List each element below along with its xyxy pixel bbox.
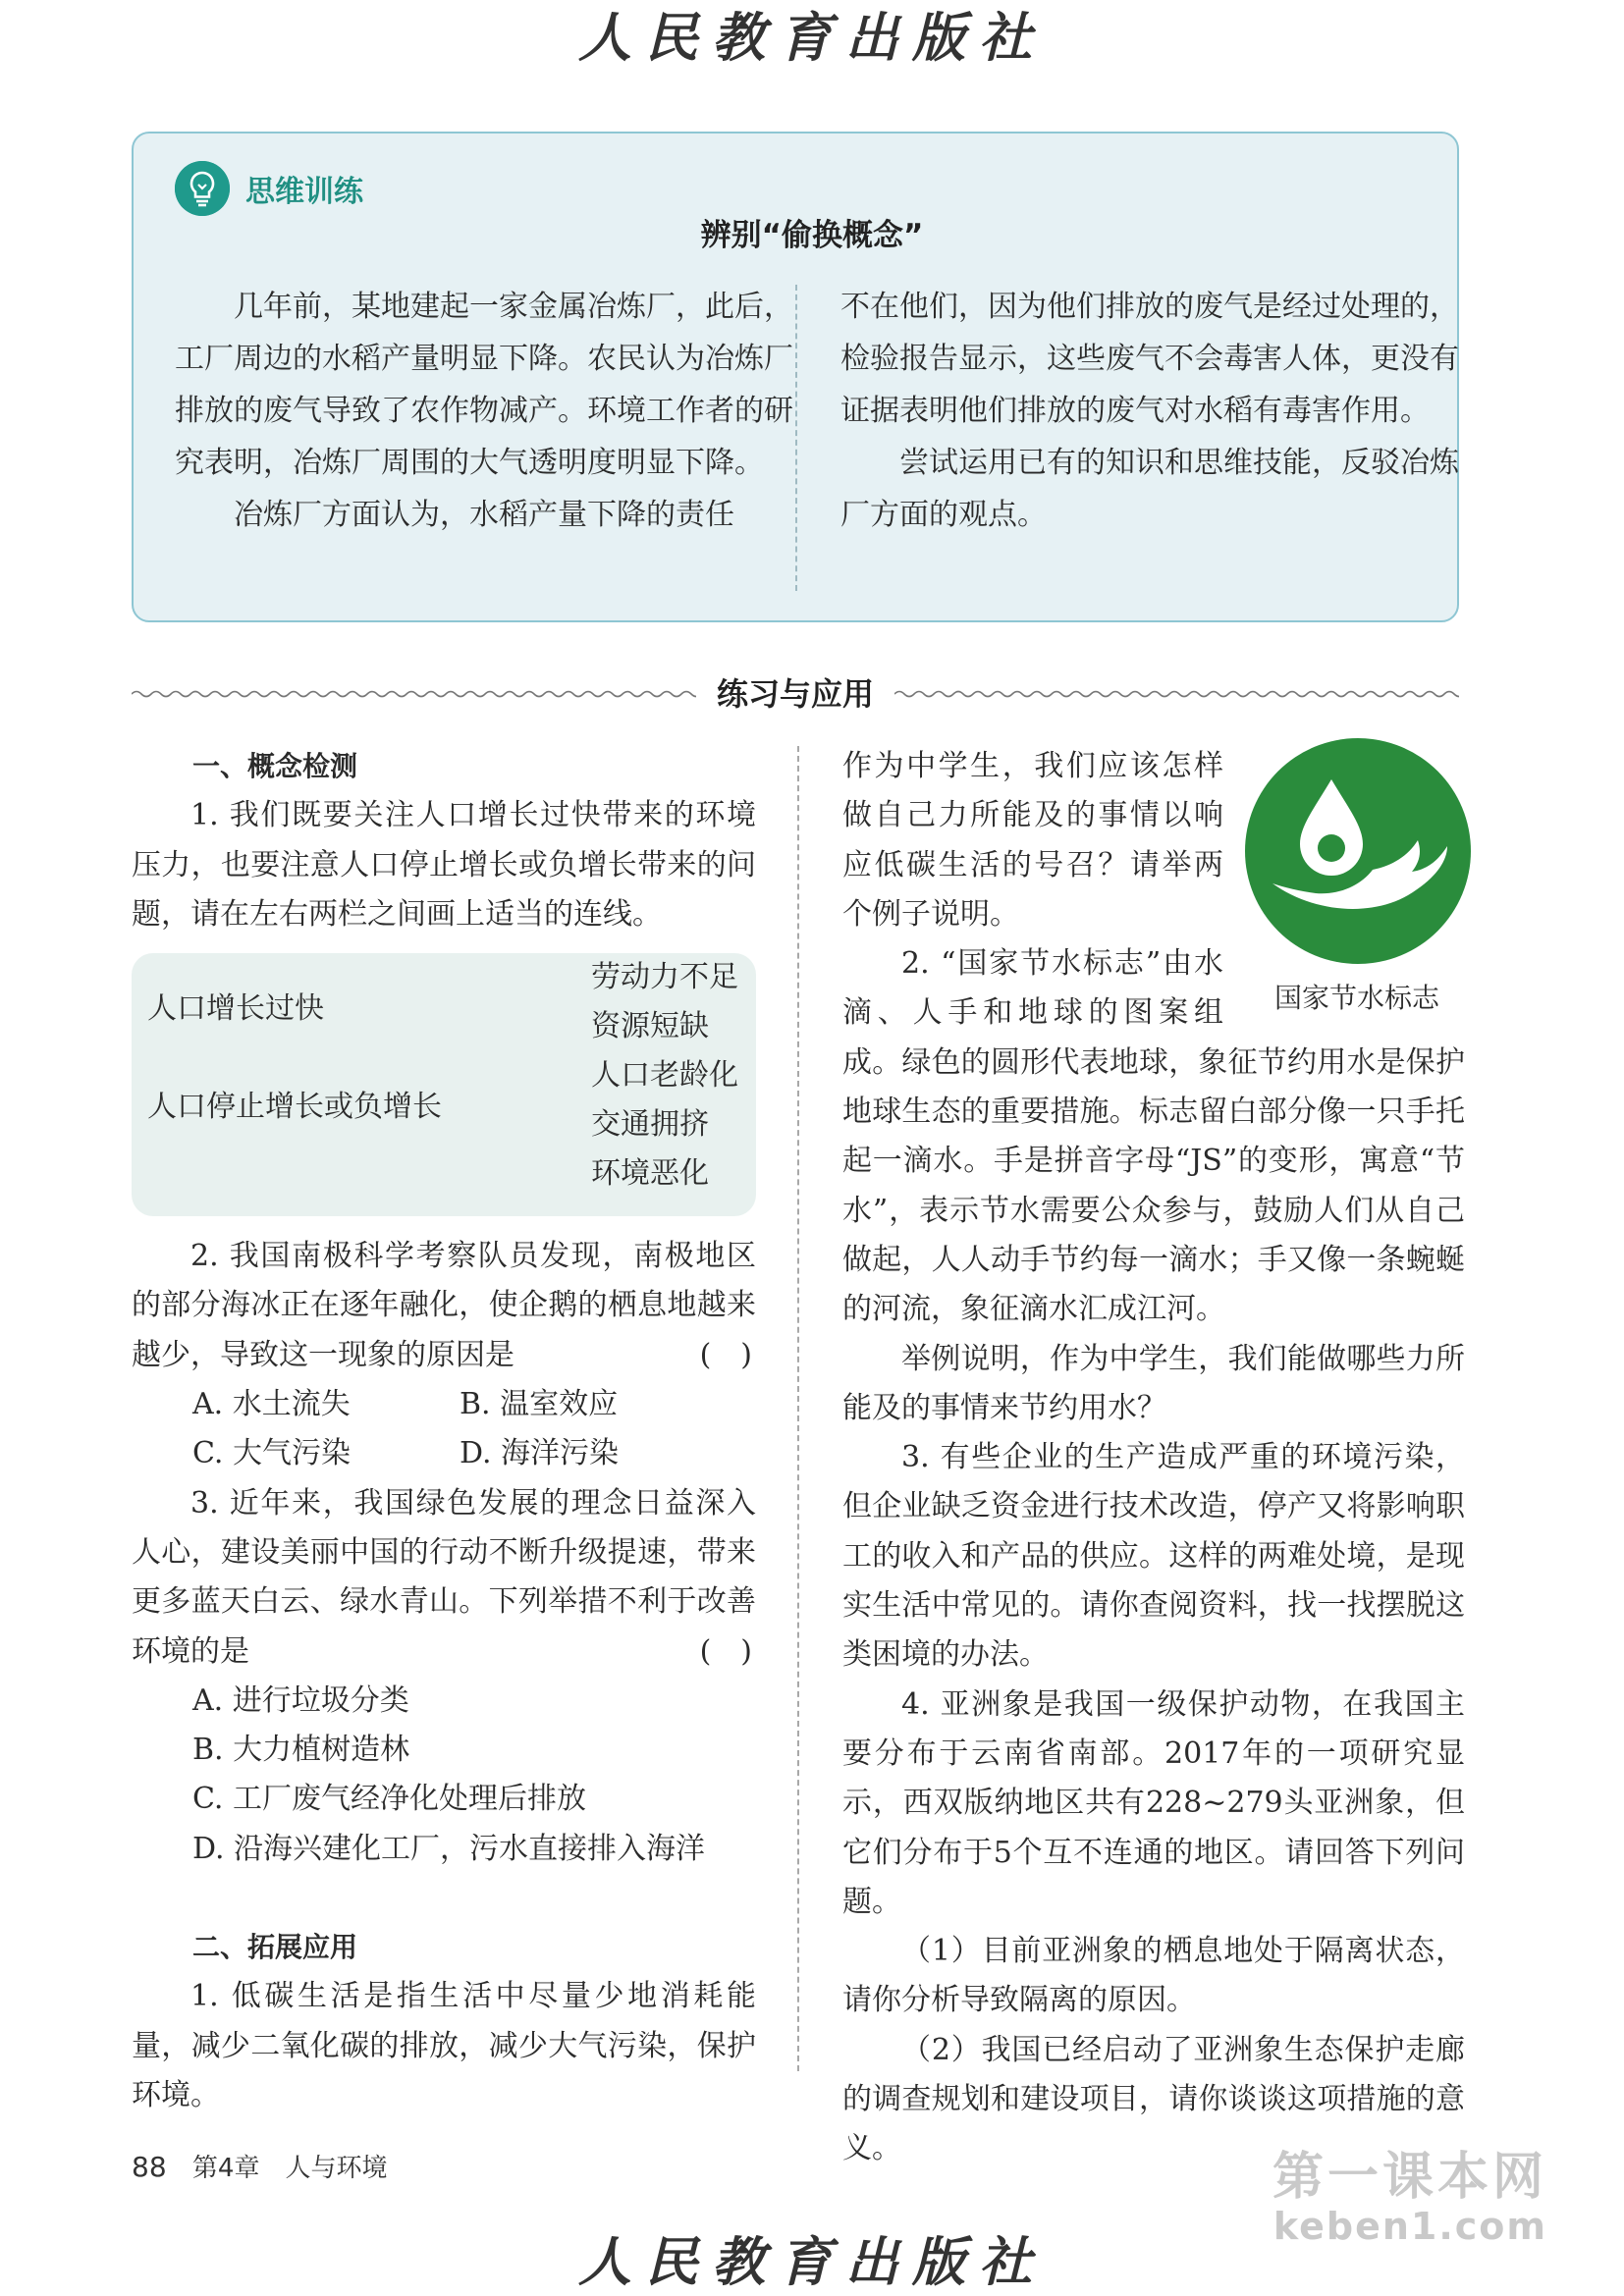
option[interactable]: D. 海洋污染 bbox=[460, 1436, 620, 1471]
match-right-item[interactable]: 环境恶化 bbox=[591, 1156, 709, 1192]
question-1: 1. 我们既要关注人口增长过快带来的环境压力，也要注意人口停止增长或负增长带来的问题，请在左右两栏之间画上适当的连线。 bbox=[132, 798, 756, 932]
thinking-right-column bbox=[840, 281, 1459, 541]
watermark-name: 第一课本网 bbox=[1272, 2148, 1548, 2207]
chapter-title: 第4章 人与环境 bbox=[191, 2154, 388, 2183]
option[interactable]: B. 温室效应 bbox=[460, 1387, 619, 1422]
exercise-1-continued: 作为中学生，我们应该怎样做自己力所能及的事情以响应低碳生活的号召？请举两个例子说明。 bbox=[842, 749, 1223, 932]
match-right-item[interactable]: 劳动力不足 bbox=[591, 960, 738, 995]
answer-paren[interactable]: ( ) bbox=[699, 1337, 752, 1372]
thinking-title: 辨别“偷换概念” bbox=[700, 218, 924, 253]
section-title: 练习与应用 bbox=[716, 675, 874, 713]
thinking-paragraph: 不在他们，因为他们排放的废气是经过处理的，检验报告显示，这些废气不会毒害人体，更没有证据表明他们排放的废气对水稻有毒害作用。 bbox=[840, 290, 1459, 428]
thinking-paragraph: 几年前，某地建起一家金属冶炼厂，此后，工厂周边的水稻产量明显下降。农民认为冶炼厂排放的废气导致了农作物减产。环境工作者的研究表明，冶炼厂周围的大气透明度明显下降。 bbox=[175, 290, 793, 480]
publisher-footer: 人民教育出版社 bbox=[578, 2230, 1046, 2293]
column-divider bbox=[797, 746, 799, 2071]
matching-box bbox=[132, 953, 756, 1216]
left-column bbox=[132, 742, 756, 2120]
exercise-3: 3. 有些企业的生产造成严重的环境污染，但企业缺乏资金进行技术改造，停产又将影响职工的收入和产品的供应。这样的两难处境，是现实生活中常见的。请你查阅资料，找一找摆脱这类困境的办法。 bbox=[842, 1440, 1465, 1673]
question-3 bbox=[132, 1479, 756, 1677]
option[interactable]: A. 进行垃圾分类 bbox=[192, 1682, 409, 1718]
water-saving-logo-icon bbox=[1245, 738, 1471, 964]
thinking-paragraph: 尝试运用已有的知识和思维技能，反驳冶炼厂方面的观点。 bbox=[840, 446, 1459, 532]
question-2-options-row bbox=[132, 1380, 756, 1429]
match-left-item[interactable]: 人口增长过快 bbox=[147, 991, 324, 1027]
right-column bbox=[842, 742, 1465, 2174]
exercise-4: 4. 亚洲象是我国一级保护动物，在我国主要分布于云南省南部。2017年的一项研究显示，西双版纳地区共有228~279头亚洲象，但它们分布于5个互不连通的地区。请回答下列问题。 bbox=[842, 1686, 1465, 1919]
thinking-paragraph: 冶炼厂方面认为，水稻产量下降的责任 bbox=[234, 498, 734, 532]
option[interactable]: C. 工厂废气经净化处理后排放 bbox=[192, 1782, 586, 1817]
page-footer bbox=[132, 2148, 387, 2184]
answer-paren[interactable]: ( ) bbox=[699, 1633, 752, 1669]
exercise-2: 2. “国家节水标志”由水滴、人手和地球的图案组成。绿色的圆形代表地球，象征节约用水是保护地球生态的重要措施。标志留白部分像一只手托起一滴水。手是拼音字母“JS”的变形，寓意“节水”，表示节水需要公众参与，鼓励人们从自己做起，人人动手节约每一滴水；手又像一条蜿蜒的河流，象征滴水汇成江河。 bbox=[842, 946, 1465, 1327]
question-2 bbox=[132, 1232, 756, 1380]
heading-extended-application: 二、拓展应用 bbox=[192, 1931, 358, 1964]
exercise-2-question: 举例说明，作为中学生，我们能做哪些力所能及的事情来节约用水？ bbox=[842, 1341, 1465, 1425]
lightbulb-icon bbox=[175, 161, 230, 216]
option[interactable]: D. 沿海兴建化工厂，污水直接排入海洋 bbox=[192, 1831, 706, 1866]
watermark-url: keben1.com bbox=[1272, 2205, 1548, 2248]
match-right-item[interactable]: 资源短缺 bbox=[591, 1009, 709, 1044]
heading-concept-check: 一、概念检测 bbox=[192, 750, 358, 782]
thinking-divider bbox=[795, 285, 797, 591]
page-number: 88 bbox=[132, 2151, 167, 2183]
thinking-left-column bbox=[175, 281, 793, 541]
exercise-1: 1. 低碳生活是指生活中尽量少地消耗能量，减少二氧化碳的排放，减少大气污染，保护环境。 bbox=[132, 1979, 756, 2112]
option[interactable]: A. 水土流失 bbox=[192, 1387, 351, 1422]
match-left-item[interactable]: 人口停止增长或负增长 bbox=[147, 1090, 442, 1125]
exercise-4-part-1: （1）目前亚洲象的栖息地处于隔离状态，请你分析导致隔离的原因。 bbox=[842, 1934, 1465, 2018]
option[interactable]: C. 大气污染 bbox=[192, 1436, 351, 1471]
section-header bbox=[132, 669, 1459, 717]
question-2-text: 2. 我国南极科学考察队员发现，南极地区的部分海冰正在逐年融化，使企鹅的栖息地越来越少，导致这一现象的原因是 bbox=[132, 1239, 756, 1372]
option[interactable]: B. 大力植树造林 bbox=[192, 1733, 410, 1768]
logo-caption: 国家节水标志 bbox=[1273, 982, 1439, 1014]
question-2-options-row bbox=[132, 1429, 756, 1478]
publisher-header: 人民教育出版社 bbox=[578, 6, 1046, 69]
match-right-item[interactable]: 交通拥挤 bbox=[591, 1107, 709, 1143]
water-saving-logo-figure bbox=[1241, 738, 1465, 1014]
match-right-item[interactable]: 人口老龄化 bbox=[591, 1058, 738, 1094]
thinking-label: 思维训练 bbox=[245, 175, 363, 209]
wave-divider-right bbox=[894, 689, 1459, 699]
question-3-text: 3. 近年来，我国绿色发展的理念日益深入人心，建设美丽中国的行动不断升级提速，带来更多蓝天白云、绿水青山。下列举措不利于改善环境的是 bbox=[132, 1485, 756, 1669]
exercise-4-part-2: （2）我国已经启动了亚洲象生态保护走廊的调查规划和建设项目，请你谈谈这项措施的意义。 bbox=[842, 2032, 1465, 2166]
